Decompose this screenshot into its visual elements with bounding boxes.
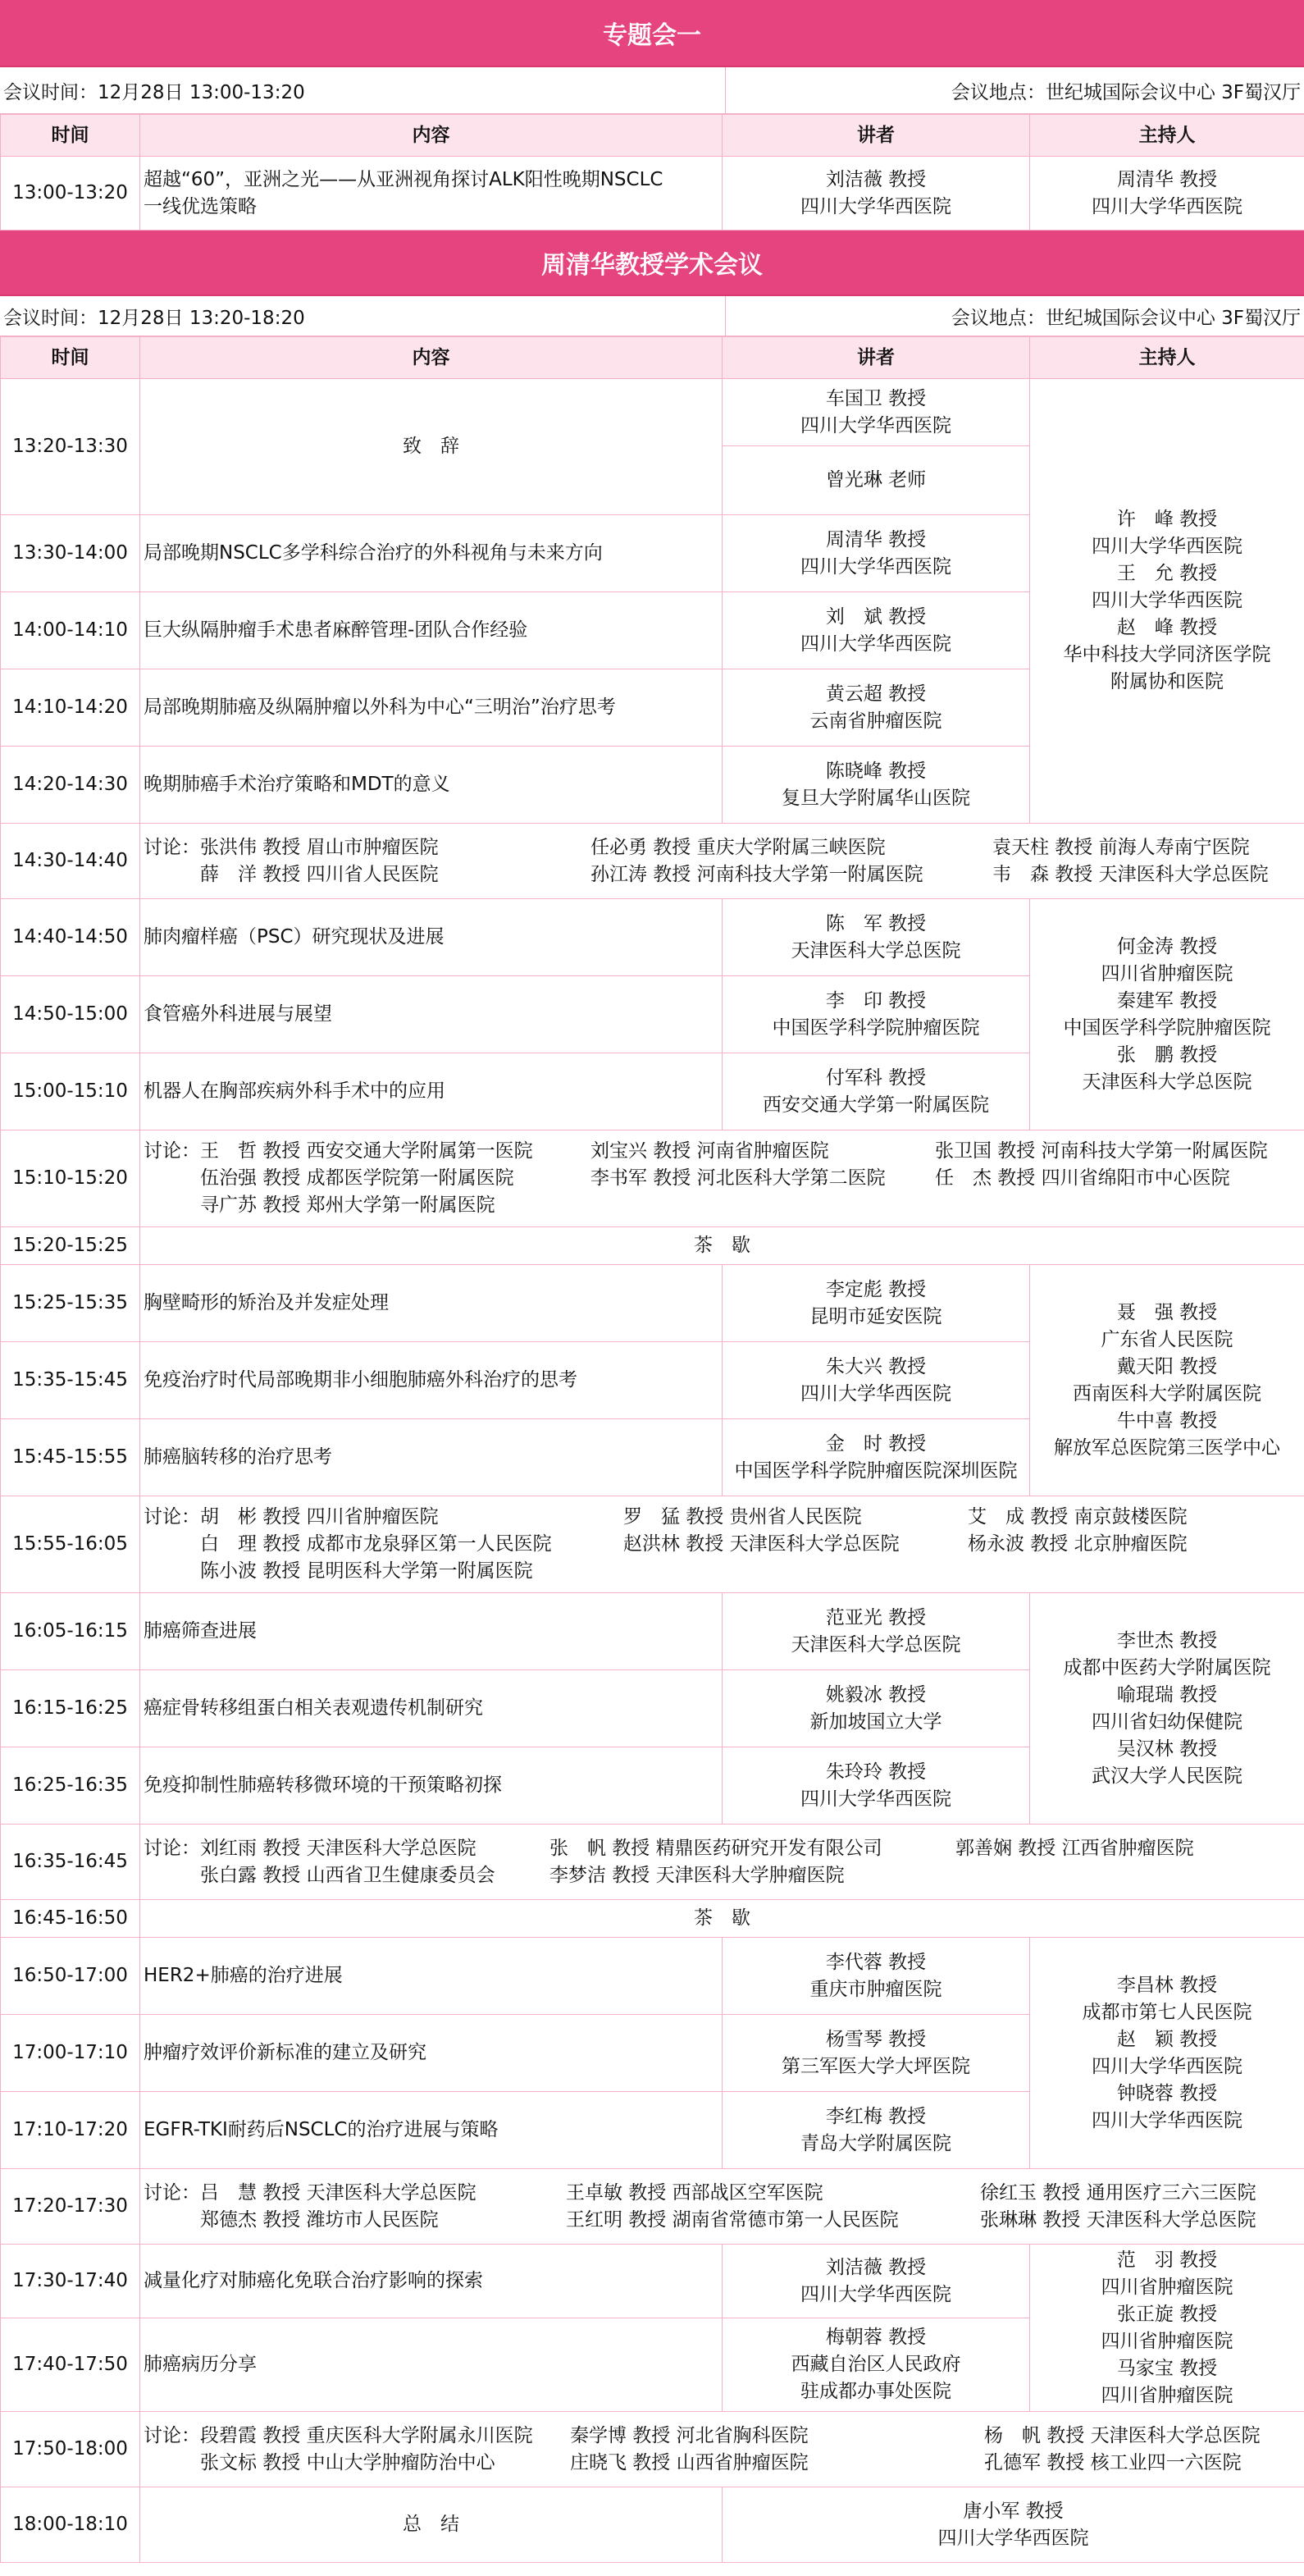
- discussion-row: 14:30-14:40 讨论：张洪伟 教授 眉山市肿瘤医院 任必勇 教授 重庆大学附属三峡医院 袁天柱 教授 前海人寿南宁医院 薛 洋 教授 四川省人民医院 孙江涛 教授 河南科技大学第一附属医院 韦 森 教授 天津医科大学总医院: [1, 824, 1304, 899]
- table-row: 16:15-16:25 癌症骨转移组蛋白相关表观遗传机制研究 姚毅冰 教授 新加坡国立大学: [1, 1670, 1304, 1747]
- host-group-b: 何金涛 教授 四川省肿瘤医院 秦建军 教授 中国医学科学院肿瘤医院 张 鹏 教授 天津医科大学总医院: [1030, 899, 1304, 1130]
- discussion-row: 15:10-15:20 讨论：王 哲 教授 西安交通大学附属第一医院 刘宝兴 教授 河南省肿瘤医院 张卫国 教授 河南科技大学第一附属医院 伍治强 教授 成都医学院第一附属医院 李书军 教授 河北医科大学第二医院 任 杰 教授 四川省绵阳市中心医院 寻广苏 教授 郑州大学第一附属医院: [1, 1130, 1304, 1227]
- row-speaker: 曾光琳 老师: [723, 446, 1030, 515]
- table-row: 13:30-14:00 局部晚期NSCLC多学科综合治疗的外科视角与未来方向 周清华 教授 四川大学华西医院: [1, 515, 1304, 592]
- break-row: 15:20-15:25 茶 歇: [1, 1227, 1304, 1265]
- session2-table: [0, 336, 1304, 2563]
- session2-location: 会议地点：世纪城国际会议中心 3F蜀汉厅: [951, 307, 1301, 329]
- table-row: 16:25-16:35 免疫抑制性肺癌转移微环境的干预策略初探 朱玲玲 教授 四川大学华西医院: [1, 1747, 1304, 1825]
- discussion-row: 17:50-18:00 讨论：段碧霞 教授 重庆医科大学附属永川医院 秦学博 教授 河北省胸科医院 杨 帆 教授 天津医科大学总医院 张文标 教授 中山大学肿瘤防治中心 庄晓飞 教授 山西省肿瘤医院 孔德军 教授 核工业四一六医院: [1, 2412, 1304, 2487]
- session1-title: 专题会一: [0, 0, 1304, 67]
- table-row: 17:00-17:10 肿瘤疗效评价新标准的建立及研究 杨雪琴 教授 第三军医大学大坪医院: [1, 2015, 1304, 2092]
- row-content: 致 辞: [140, 379, 723, 515]
- header-speaker: 讲者: [723, 115, 1030, 157]
- host-group-e: 李昌林 教授 成都市第七人民医院 赵 颖 教授 四川大学华西医院 钟晓蓉 教授 四川大学华西医院: [1030, 1938, 1304, 2169]
- header-speaker: 讲者: [723, 337, 1030, 379]
- table-row: 14:20-14:30 晚期肺癌手术治疗策略和MDT的意义 陈晓峰 教授 复旦大学附属华山医院: [1, 747, 1304, 824]
- table-row: 18:00-18:10 总 结 唐小军 教授 四川大学华西医院: [1, 2487, 1304, 2563]
- session1-time-info: 会议时间：12月28日 13:00-13:20: [0, 67, 726, 113]
- table-row: 16:50-17:00 HER2+肺癌的治疗进展 李代蓉 教授 重庆市肿瘤医院 李昌林 教授 成都市第七人民医院 赵 颖 教授 四川大学华西医院 钟晓蓉 教授 四川大学华西医院: [1, 1938, 1304, 2015]
- table-row: 14:10-14:20 局部晚期肺癌及纵隔肿瘤以外科为中心“三明治”治疗思考 黄云超 教授 云南省肿瘤医院: [1, 669, 1304, 747]
- table-row: 14:00-14:10 巨大纵隔肿瘤手术患者麻醉管理-团队合作经验 刘 斌 教授 四川大学华西医院: [1, 592, 1304, 669]
- table-row: [1, 157, 1304, 231]
- table-row: 16:05-16:15 肺癌筛查进展 范亚光 教授 天津医科大学总医院 李世杰 教授 成都中医药大学附属医院 喻琨瑞 教授 四川省妇幼保健院 吴汉林 教授 武汉大学人民医院: [1, 1593, 1304, 1670]
- row-content: 超越“60”，亚洲之光——从亚洲视角探讨ALK阳性晚期NSCLC 一线优选策略: [140, 157, 723, 231]
- session2-title: 周清华教授学术会议: [0, 231, 1304, 296]
- table-row: 15:00-15:10 机器人在胸部疾病外科手术中的应用 付军科 教授 西安交通大学第一附属医院: [1, 1053, 1304, 1130]
- header-content: 内容: [140, 337, 723, 379]
- header-time: 时间: [1, 115, 140, 157]
- host-group-a: 许 峰 教授 四川大学华西医院 王 允 教授 四川大学华西医院 赵 峰 教授 华中科技大学同济医学院 附属协和医院: [1030, 379, 1304, 824]
- session2-info: [0, 296, 1304, 336]
- discussion-row: 16:35-16:45 讨论：刘红雨 教授 天津医科大学总医院 张 帆 教授 精鼎医药研究开发有限公司 郭善娴 教授 江西省肿瘤医院 张白露 教授 山西省卫生健康委员会 李梦洁 教授 天津医科大学肿瘤医院: [1, 1825, 1304, 1900]
- table-row: 15:35-15:45 免疫治疗时代局部晚期非小细胞肺癌外科治疗的思考 朱大兴 教授 四川大学华西医院: [1, 1342, 1304, 1419]
- session1-location: 会议地点：世纪城国际会议中心 3F蜀汉厅: [951, 81, 1301, 103]
- session2-time-info: 会议时间：12月28日 13:20-18:20: [0, 296, 726, 336]
- table-row: 14:40-14:50 肺肉瘤样癌（PSC）研究现状及进展 陈 军 教授 天津医科大学总医院 何金涛 教授 四川省肿瘤医院 秦建军 教授 中国医学科学院肿瘤医院 张 鹏 教授 天津医科大学总医院: [1, 899, 1304, 976]
- header-host: 主持人: [1030, 115, 1304, 157]
- table-row: 15:25-15:35 胸壁畸形的矫治及并发症处理 李定彪 教授 昆明市延安医院 聂 强 教授 广东省人民医院 戴天阳 教授 西南医科大学附属医院 牛中喜 教授 解放军总医院第三医学中心: [1, 1265, 1304, 1342]
- table-header: [1, 337, 1304, 379]
- host-group-c: 聂 强 教授 广东省人民医院 戴天阳 教授 西南医科大学附属医院 牛中喜 教授 解放军总医院第三医学中心: [1030, 1265, 1304, 1496]
- session1-info: [0, 67, 1304, 114]
- discussion-row: 17:20-17:30 讨论：吕 慧 教授 天津医科大学总医院 王卓敏 教授 西部战区空军医院 徐红玉 教授 通用医疗三六三医院 郑德杰 教授 潍坊市人民医院 王红明 教授 湖南省常德市第一人民医院 张琳琳 教授 天津医科大学总医院: [1, 2169, 1304, 2245]
- header-host: 主持人: [1030, 337, 1304, 379]
- table-row: [1, 379, 1304, 446]
- table-row: 15:45-15:55 肺癌脑转移的治疗思考 金 时 教授 中国医学科学院肿瘤医院深圳医院: [1, 1419, 1304, 1496]
- row-speaker: 车国卫 教授 四川大学华西医院: [723, 379, 1030, 446]
- row-speaker: 刘洁薇 教授 四川大学华西医院: [723, 157, 1030, 231]
- table-row: 14:50-15:00 食管癌外科进展与展望 李 印 教授 中国医学科学院肿瘤医院: [1, 976, 1304, 1053]
- header-time: 时间: [1, 337, 140, 379]
- discussion-row: 15:55-16:05 讨论：胡 彬 教授 四川省肿瘤医院 罗 猛 教授 贵州省人民医院 艾 成 教授 南京鼓楼医院 白 理 教授 成都市龙泉驿区第一人民医院 赵洪林 教授 天津医科大学总医院 杨永波 教授 北京肿瘤医院 陈小波 教授 昆明医科大学第一附属医院: [1, 1496, 1304, 1593]
- row-host: 周清华 教授 四川大学华西医院: [1030, 157, 1304, 231]
- host-group-d: 李世杰 教授 成都中医药大学附属医院 喻琨瑞 教授 四川省妇幼保健院 吴汉林 教授 武汉大学人民医院: [1030, 1593, 1304, 1825]
- session1-table: [0, 114, 1304, 231]
- header-content: 内容: [140, 115, 723, 157]
- table-header: [1, 115, 1304, 157]
- host-group-f: 范 羽 教授 四川省肿瘤医院 张正旋 教授 四川省肿瘤医院 马家宝 教授 四川省肿瘤医院: [1030, 2245, 1304, 2412]
- row-time: 13:00-13:20: [1, 157, 140, 231]
- table-row: 17:40-17:50 肺癌病历分享 梅朝蓉 教授 西藏自治区人民政府 驻成都办事处医院: [1, 2318, 1304, 2412]
- row-time: 13:20-13:30: [1, 379, 140, 515]
- table-row: 17:10-17:20 EGFR-TKI耐药后NSCLC的治疗进展与策略 李红梅 教授 青岛大学附属医院: [1, 2092, 1304, 2169]
- break-row: 16:45-16:50 茶 歇: [1, 1900, 1304, 1938]
- table-row: 17:30-17:40 减量化疗对肺癌化免联合治疗影响的探索 刘洁薇 教授 四川大学华西医院 范 羽 教授 四川省肿瘤医院 张正旋 教授 四川省肿瘤医院 马家宝 教授 四川省肿瘤医院: [1, 2245, 1304, 2318]
